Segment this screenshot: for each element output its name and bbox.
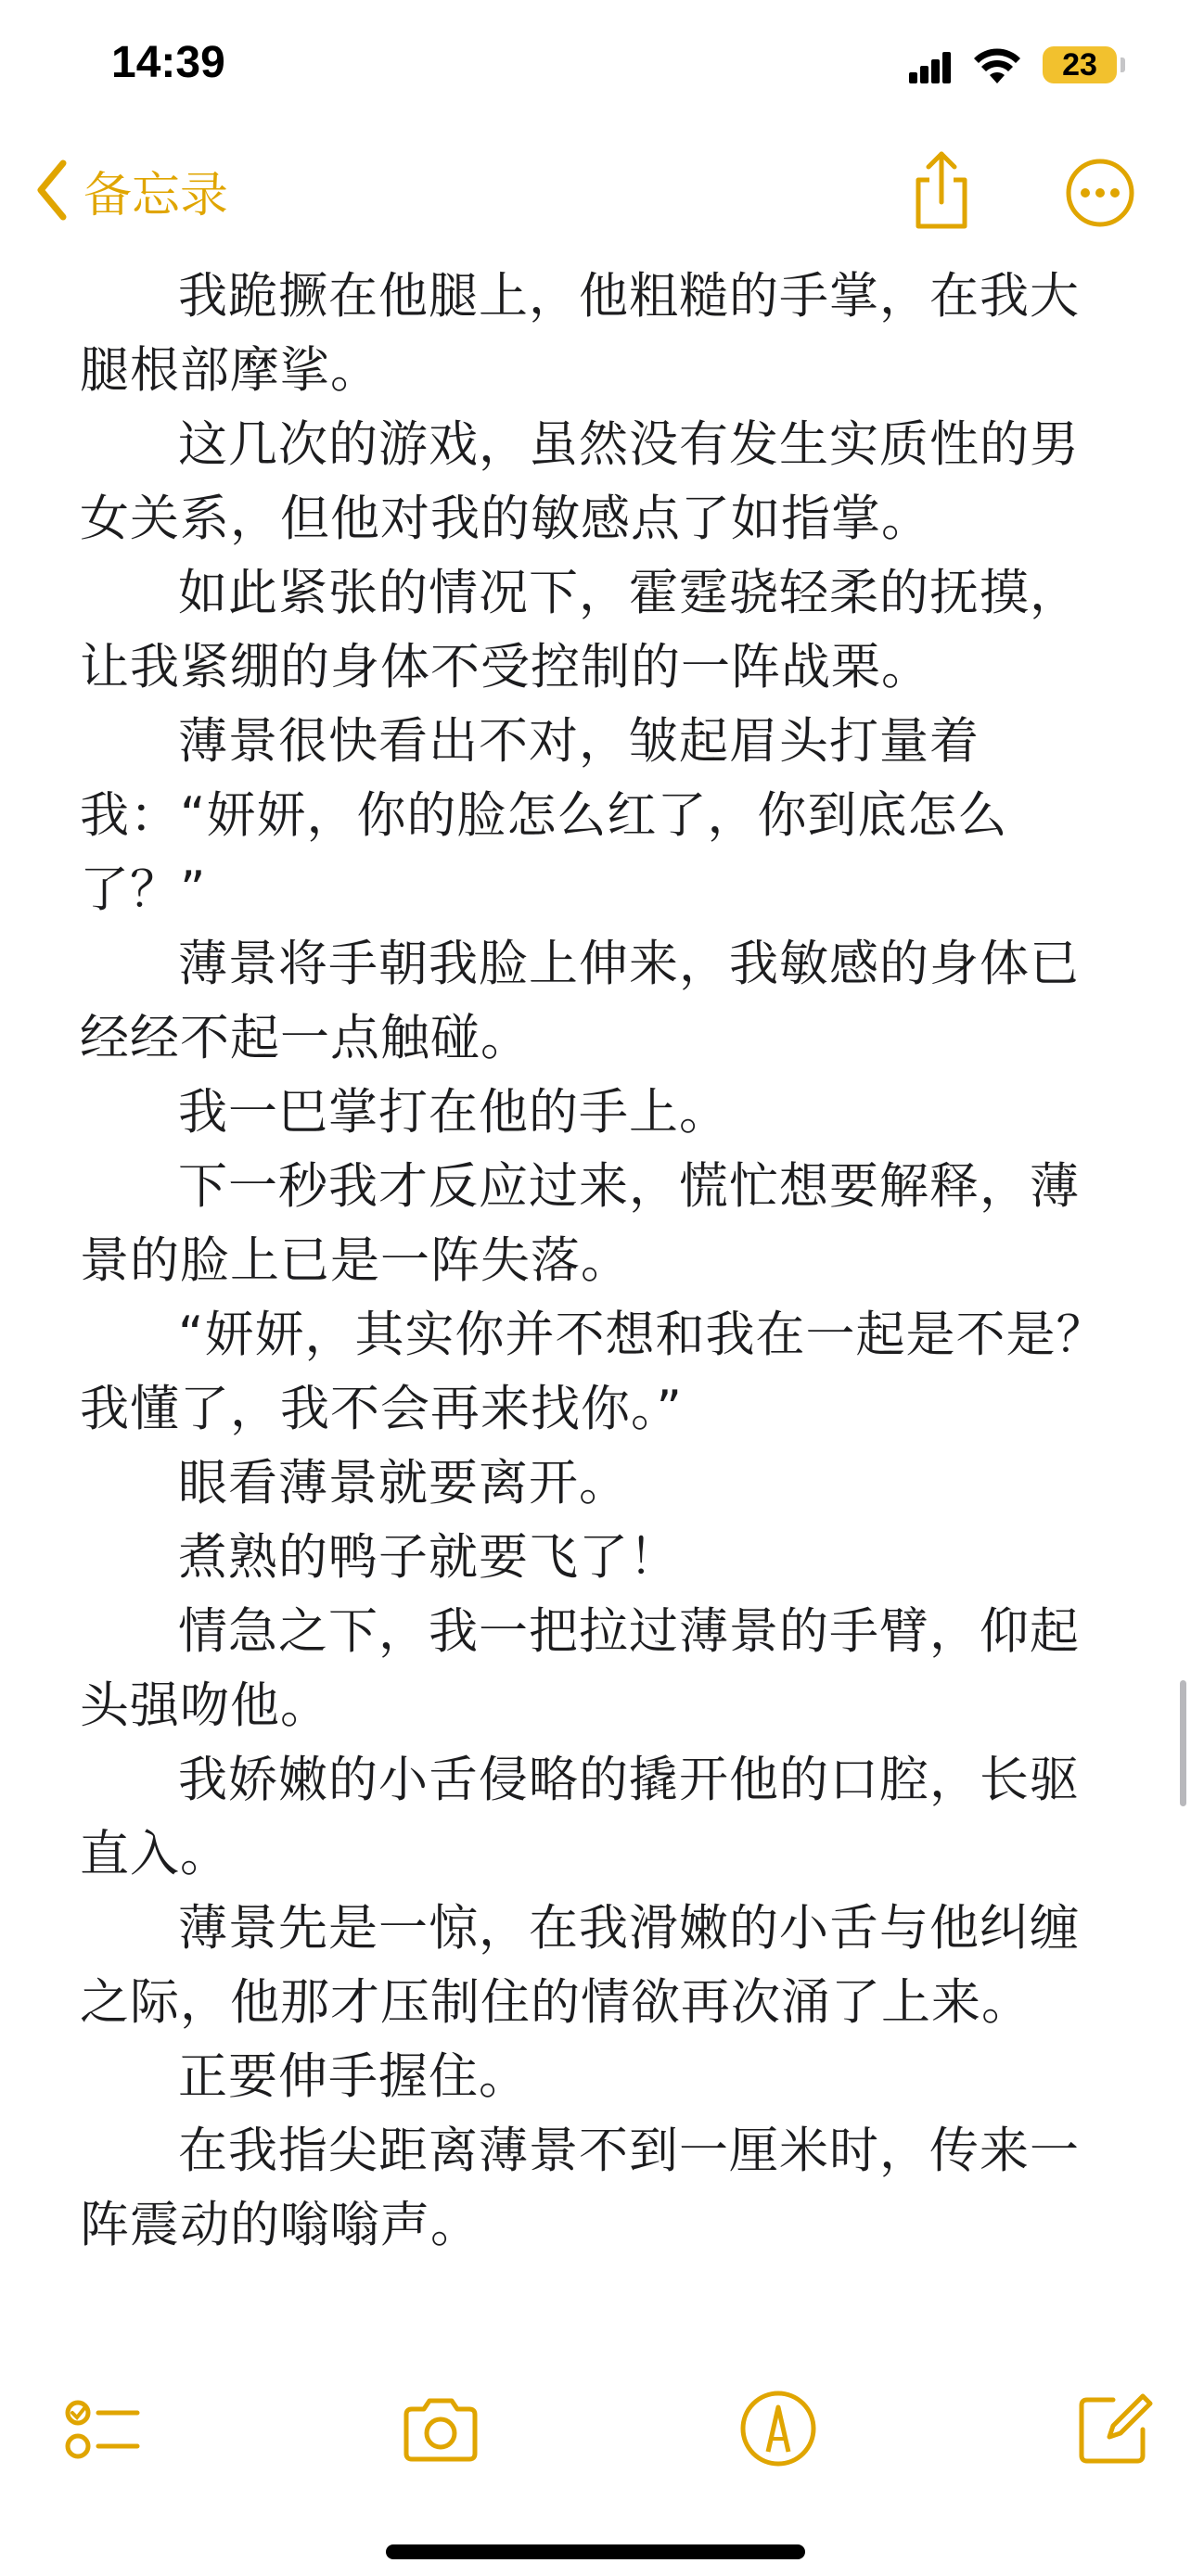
bottom-toolbar (0, 2374, 1191, 2494)
signal-icon (909, 52, 952, 83)
status-bar (0, 0, 1191, 130)
paragraph: 煮熟的鸭子就要飞了！ (178, 1529, 679, 1586)
markup-icon[interactable] (736, 2387, 820, 2470)
battery-cap (1121, 57, 1125, 72)
back-button[interactable] (33, 158, 228, 223)
paragraph: 我娇嫩的小舌侵略的撬开他的口腔，长驱直入。 (80, 1752, 1080, 1882)
paragraph: 眼看薄景就要离开。 (178, 1455, 629, 1511)
paragraph: 我一巴掌打在他的手上。 (178, 1084, 729, 1141)
paragraph: 正要伸手握住。 (178, 2048, 529, 2105)
paragraph: 下一秒我才反应过来，慌忙想要解释，薄景的脸上已是一阵失落。 (80, 1158, 1080, 1289)
paragraph: “妍妍，其实你并不想和我在一起是不是？我懂了，我不会再来找你。” (80, 1307, 1107, 1437)
camera-icon[interactable] (399, 2387, 482, 2470)
chevron-left-icon (33, 158, 70, 223)
wifi-icon (974, 48, 1020, 85)
checklist-icon[interactable] (61, 2387, 145, 2470)
status-time: 14:39 (111, 38, 225, 87)
paragraph: 我跪撅在他腿上，他粗糙的手掌，在我大腿根部摩挲。 (80, 268, 1080, 399)
more-icon[interactable] (1065, 158, 1135, 228)
paragraph: 薄景先是一惊，在我滑嫩的小舌与他纠缠之际，他那才压制住的情欲再次涌了上来。 (80, 1900, 1080, 2031)
home-indicator[interactable] (386, 2544, 805, 2559)
compose-icon[interactable] (1072, 2387, 1156, 2470)
paragraph: 薄景将手朝我脸上伸来，我敏感的身体已经经不起一点触碰。 (80, 936, 1080, 1066)
navigation-bar (0, 139, 1191, 241)
paragraph: 这几次的游戏，虽然没有发生实质性的男女关系，但他对我的敏感点了如指掌。 (80, 416, 1080, 547)
note-body[interactable] (80, 260, 1119, 2355)
paragraph: 情急之下，我一把拉过薄景的手臂，仰起头强吻他。 (80, 1603, 1080, 1734)
scroll-indicator[interactable] (1180, 1680, 1186, 1806)
paragraph: 如此紧张的情况下，霍霆骁轻柔的抚摸，让我紧绷的身体不受控制的一阵战栗。 (80, 565, 1080, 695)
paragraph: 薄景很快看出不对，皱起眉头打量着我：“妍妍，你的脸怎么红了，你到底怎么了？” (80, 713, 1008, 918)
share-icon[interactable] (909, 148, 974, 232)
battery-icon: 23 (1043, 46, 1117, 83)
paragraph: 在我指尖距离薄景不到一厘米时，传来一阵震动的嗡嗡声。 (80, 2123, 1080, 2253)
back-label: 备忘录 (83, 167, 229, 223)
